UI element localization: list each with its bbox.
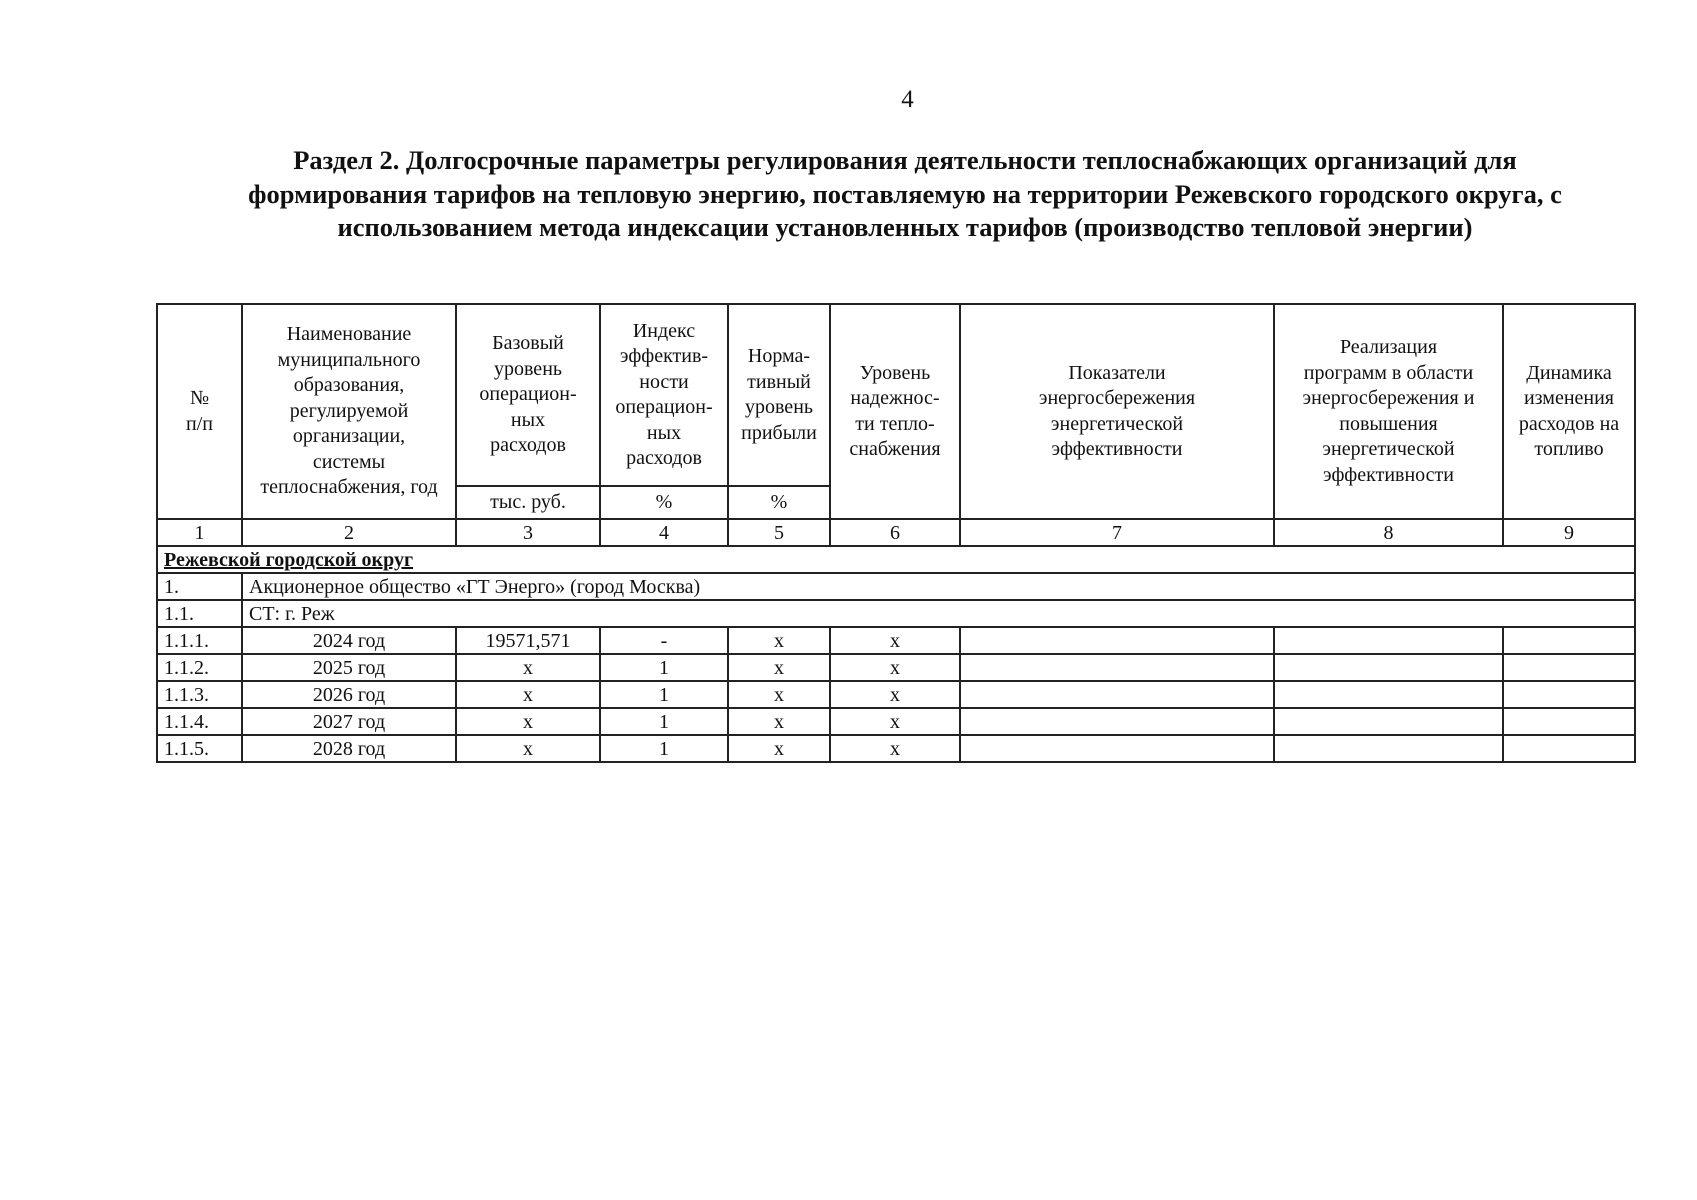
header-text-line: Динамика: [1526, 361, 1612, 384]
header-text-line: муниципального: [277, 348, 421, 371]
row-base-cost: x: [456, 654, 600, 681]
row-year: 2025 год: [242, 654, 456, 681]
row-programs: [1274, 627, 1503, 654]
organization-row: [157, 573, 1635, 600]
row-reliability: x: [830, 708, 960, 735]
header-text-line: энергосбережения: [1038, 387, 1196, 409]
column-number: 6: [830, 519, 960, 546]
unit-base: тыс. руб.: [456, 486, 600, 519]
header-text-line: уровень: [744, 396, 814, 418]
header-text-line: регулируемой: [289, 399, 409, 422]
header-text-line: расходов: [490, 434, 566, 457]
header-text-line: №: [189, 387, 210, 409]
header-text-line: образования,: [293, 374, 405, 397]
header-text-line: расходов на: [1518, 412, 1620, 435]
row-profit-level: x: [728, 735, 830, 762]
header-text-line: операцион-: [615, 396, 713, 418]
header-text-line: эффективности: [1322, 463, 1454, 486]
header-text-line: ных: [646, 421, 682, 444]
header-text-line: Реализация: [1339, 336, 1438, 358]
table-row: [157, 681, 1635, 708]
header-text-line: системы: [312, 450, 386, 473]
header-num: [157, 304, 242, 519]
header-text-line: расходов: [626, 447, 702, 469]
row-energy-saving: [960, 627, 1274, 654]
row-year: 2027 год: [242, 708, 456, 735]
row-profit-level: x: [728, 654, 830, 681]
header-text-line: п/п: [186, 412, 213, 435]
row-reliability: x: [830, 654, 960, 681]
header-text-line: снабжения: [849, 438, 941, 460]
row-energy-saving: [960, 654, 1274, 681]
parameters-table: [156, 303, 1636, 763]
header-text-line: надежнос-: [850, 387, 940, 409]
header-text-line: организации,: [292, 425, 406, 448]
header-text-line: программ в области: [1303, 361, 1474, 384]
system-num: 1.1.: [157, 600, 242, 627]
header-text-line: ности: [639, 370, 689, 393]
unit-profit: %: [728, 486, 830, 519]
system-name: СТ: г. Реж: [242, 600, 1635, 627]
header-text-line: теплоснабжения, год: [260, 476, 438, 499]
page-number: 4: [901, 86, 914, 113]
column-number: 4: [600, 519, 728, 546]
row-energy-saving: [960, 735, 1274, 762]
row-fuel-dynamics: [1503, 627, 1635, 654]
column-number: 3: [456, 519, 600, 546]
header-text-line: ти тепло-: [855, 412, 935, 435]
row-energy-saving: [960, 681, 1274, 708]
row-efficiency-index: 1: [600, 708, 728, 735]
row-programs: [1274, 681, 1503, 708]
header-text-line: эффектив-: [619, 345, 709, 367]
table-row: [157, 708, 1635, 735]
row-year: 2026 год: [242, 681, 456, 708]
header-text-line: операцион-: [479, 383, 577, 406]
header-name: [242, 304, 456, 519]
unit-index: %: [600, 486, 728, 519]
row-efficiency-index: 1: [600, 735, 728, 762]
column-number: 8: [1274, 519, 1503, 546]
row-num: 1.1.5.: [157, 735, 242, 762]
row-fuel-dynamics: [1503, 681, 1635, 708]
header-text-line: ных: [510, 408, 546, 431]
row-efficiency-index: 1: [600, 654, 728, 681]
header-text-line: Базовый: [492, 332, 564, 355]
row-fuel-dynamics: [1503, 735, 1635, 762]
system-row: [157, 600, 1635, 627]
header-text-line: Норма-: [747, 345, 811, 367]
region-row: [157, 546, 1635, 573]
row-fuel-dynamics: [1503, 654, 1635, 681]
header-text-line: эффективности: [1051, 438, 1183, 460]
row-num: 1.1.3.: [157, 681, 242, 708]
header-energy-saving: [960, 304, 1274, 519]
column-number: 9: [1503, 519, 1635, 546]
section-title: [175, 144, 1635, 245]
header-programs: [1274, 304, 1503, 519]
header-text-line: уровень: [493, 357, 563, 380]
row-profit-level: x: [728, 708, 830, 735]
region-name: Режевской городской округ: [157, 546, 1635, 573]
header-text-line: изменения: [1523, 387, 1615, 409]
header-text-line: Показатели: [1068, 361, 1166, 384]
header-text-line: тивный: [747, 370, 811, 393]
row-num: 1.1.2.: [157, 654, 242, 681]
header-text-line: топливо: [1534, 438, 1604, 460]
section-title-line: использованием метода индексации установленных тарифов (производство тепловой энергии): [337, 212, 1473, 242]
column-numbers-row: [157, 519, 1635, 546]
row-num: 1.1.1.: [157, 627, 242, 654]
column-number: 7: [960, 519, 1274, 546]
header-text-line: энергетической: [1050, 412, 1184, 435]
table-row: [157, 654, 1635, 681]
header-text-line: Уровень: [859, 361, 931, 384]
row-year: 2028 год: [242, 735, 456, 762]
header-index: [600, 304, 728, 486]
header-profit: [728, 304, 830, 486]
header-base: [456, 304, 600, 486]
table-row: [157, 735, 1635, 762]
row-profit-level: x: [728, 681, 830, 708]
row-profit-level: x: [728, 627, 830, 654]
row-efficiency-index: -: [600, 627, 728, 654]
row-fuel-dynamics: [1503, 708, 1635, 735]
column-number: 1: [157, 519, 242, 546]
header-reliability: [830, 304, 960, 519]
column-number: 5: [728, 519, 830, 546]
section-title-line: Раздел 2. Долгосрочные параметры регулирования деятельности теплоснабжающих организаций для: [293, 145, 1517, 175]
row-programs: [1274, 708, 1503, 735]
header-text-line: повышения: [1339, 412, 1438, 435]
row-reliability: x: [830, 627, 960, 654]
row-programs: [1274, 735, 1503, 762]
header-text-line: энергетической: [1322, 438, 1455, 460]
row-reliability: x: [830, 735, 960, 762]
row-base-cost: x: [456, 708, 600, 735]
row-num: 1.1.4.: [157, 708, 242, 735]
section-title-line: формирования тарифов на тепловую энергию, поставляемую на территории Режевского городского округа, с: [248, 178, 1562, 209]
table-row: [157, 627, 1635, 654]
header-fuel: [1503, 304, 1635, 519]
header-text-line: Наименование: [286, 323, 412, 346]
row-programs: [1274, 654, 1503, 681]
row-reliability: x: [830, 681, 960, 708]
row-base-cost: x: [456, 735, 600, 762]
header-text-line: энергосбережения и: [1302, 387, 1475, 409]
header-text-line: прибыли: [741, 421, 817, 444]
row-base-cost: 19571,571: [456, 627, 600, 654]
row-efficiency-index: 1: [600, 681, 728, 708]
column-number: 2: [242, 519, 456, 546]
header-text-line: Индекс: [632, 319, 696, 342]
row-year: 2024 год: [242, 627, 456, 654]
organization-num: 1.: [157, 573, 242, 600]
organization-name: Акционерное общество «ГТ Энерго» (город Москва): [242, 573, 1635, 600]
row-energy-saving: [960, 708, 1274, 735]
header-row: [157, 304, 1635, 486]
row-base-cost: x: [456, 681, 600, 708]
